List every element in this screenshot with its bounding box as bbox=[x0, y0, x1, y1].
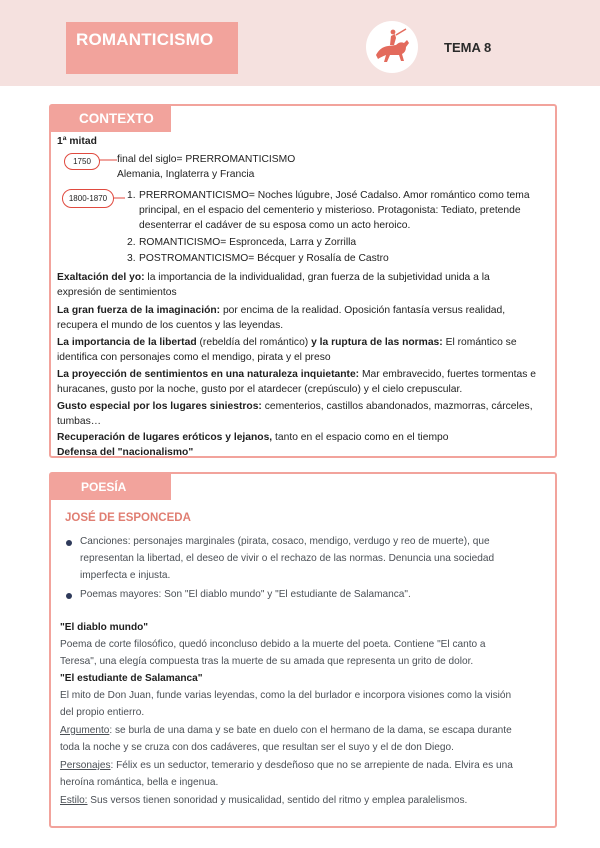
author-title: JOSÉ DE ESPONCEDA bbox=[65, 512, 191, 524]
item-naturaleza-line2: huracanes, gusto por la noche, gusto por el atardecer (crepúsculo) y el cielo crepuscular. bbox=[57, 384, 463, 395]
bullet-1-line3: imperfecta e injusta. bbox=[80, 570, 171, 581]
date-pill-1750: 1750 bbox=[64, 153, 100, 170]
list-number: 3. bbox=[127, 253, 136, 264]
page-title: ROMANTICISMO bbox=[76, 30, 214, 49]
item-imaginacion: La gran fuerza de la imaginación: por encima de la realidad. Oposición fantasía versus realidad, bbox=[57, 305, 506, 316]
horse-rider-icon bbox=[366, 21, 418, 73]
diablo-line2: Teresa", una elegía compuesta tras la muerte de su amada que representa un grito de dolor. bbox=[60, 656, 474, 667]
date1-line1: final del siglo= PRERROMANTICISMO bbox=[117, 154, 296, 165]
item-nacionalismo: Defensa del "nacionalismo" bbox=[57, 447, 194, 458]
title-box bbox=[66, 22, 238, 74]
list-number: 2. bbox=[127, 237, 136, 248]
date1-line2: Alemania, Inglaterra y Francia bbox=[117, 169, 255, 180]
item-naturaleza: La proyección de sentimientos en una naturaleza inquietante: Mar embravecido, fuertes tormentas e bbox=[57, 369, 536, 380]
connector-line bbox=[99, 158, 117, 162]
item-libertad: La importancia de la libertad (rebeldía del romántico) y la ruptura de las normas: El romántico se bbox=[57, 337, 517, 348]
tema-label: TEMA 8 bbox=[444, 40, 492, 55]
bullet-2: Poemas mayores: Son "El diablo mundo" y "El estudiante de Salamanca". bbox=[80, 589, 411, 600]
personajes-line1: Personajes: Félix es un seductor, temerario y desdeñoso que no se arrepiente de nada. Elvira es una bbox=[60, 760, 513, 771]
list-item-3: POSTROMANTICISMO= Bécquer y Rosalía de Castro bbox=[139, 253, 389, 264]
list-number: 1. bbox=[127, 190, 136, 201]
item-exaltacion-line2: expresión de sentimientos bbox=[57, 287, 177, 298]
estudiante-line2: del propio entierro. bbox=[60, 707, 145, 718]
estudiante-line1: El mito de Don Juan, funde varias leyendas, como la del burlador e incorpora visiones como la visión bbox=[60, 690, 512, 701]
bullet-dot bbox=[66, 540, 72, 546]
poesia-tab bbox=[51, 474, 171, 500]
list-item-1-line2: principal, en el espacio del cementerio y misterioso. Protagonista: Tediato, pretende bbox=[139, 205, 521, 216]
item-siniestros-line2: tumbas… bbox=[57, 416, 102, 427]
bullet-dot bbox=[66, 593, 72, 599]
bullet-1-line1: Canciones: personajes marginales (pirata, cosaco, mendigo, verdugo y reo de muerte), que bbox=[80, 536, 490, 547]
item-eroticos: Recuperación de lugares eróticos y lejanos, tanto en el espacio como en el tiempo bbox=[57, 432, 449, 443]
poesia-section bbox=[49, 472, 557, 828]
argumento-line2: toda la noche y se cruza con dos cadáveres, que resultan ser el suyo y el de don Diego. bbox=[60, 742, 454, 753]
diablo-title: "El diablo mundo" bbox=[60, 622, 149, 633]
item-exaltacion: Exaltación del yo: la importancia de la individualidad, gran fuerza de la subjetividad unida a la bbox=[57, 272, 490, 283]
list-item-1-line1: PRERROMANTICISMO= Noches lúgubre, José Cadalso. Amor romántico como tema bbox=[139, 190, 530, 201]
contexto-tab bbox=[51, 106, 171, 132]
diablo-line1: Poema de corte filosófico, quedó inconcluso debido a la muerte del poeta. Contiene "El canto a bbox=[60, 639, 486, 650]
connector-line bbox=[113, 196, 125, 200]
estudiante-title: "El estudiante de Salamanca" bbox=[60, 673, 203, 684]
list-item-1-line3: desenterrar el cadáver de su esposa como un acto heroico. bbox=[139, 220, 411, 231]
item-siniestros: Gusto especial por los lugares siniestros: cementerios, castillos abandonados, mazmorras, cárceles, bbox=[57, 401, 533, 412]
list-item-2: ROMANTICISMO= Espronceda, Larra y Zorrilla bbox=[139, 237, 357, 248]
estilo-line: Estilo: Sus versos tienen sonoridad y musicalidad, sentido del ritmo y emplea paralelismos. bbox=[60, 795, 468, 806]
item-imaginacion-line2: recupera el mundo de los cuentos y las leyendas. bbox=[57, 320, 284, 331]
personajes-line2: heroína romántica, bella e ingenua. bbox=[60, 777, 219, 788]
bullet-1-line2: representan la libertad, el deseo de vivir o el rechazo de las normas. Denuncia una sociedad bbox=[80, 553, 495, 564]
primera-mitad: 1ª mitad bbox=[57, 136, 97, 147]
date-pill-1800-1870: 1800-1870 bbox=[62, 189, 114, 208]
item-libertad-line2: identifica con personajes como el mendigo, pirata y el preso bbox=[57, 352, 331, 363]
contexto-tab-label: CONTEXTO bbox=[79, 111, 154, 126]
argumento-line1: Argumento: se burla de una dama y se bate en duelo con el hermano de la dama, se escapa durante bbox=[60, 725, 512, 736]
contexto-section bbox=[49, 104, 557, 458]
poesia-tab-label: POESÍA bbox=[81, 480, 127, 494]
